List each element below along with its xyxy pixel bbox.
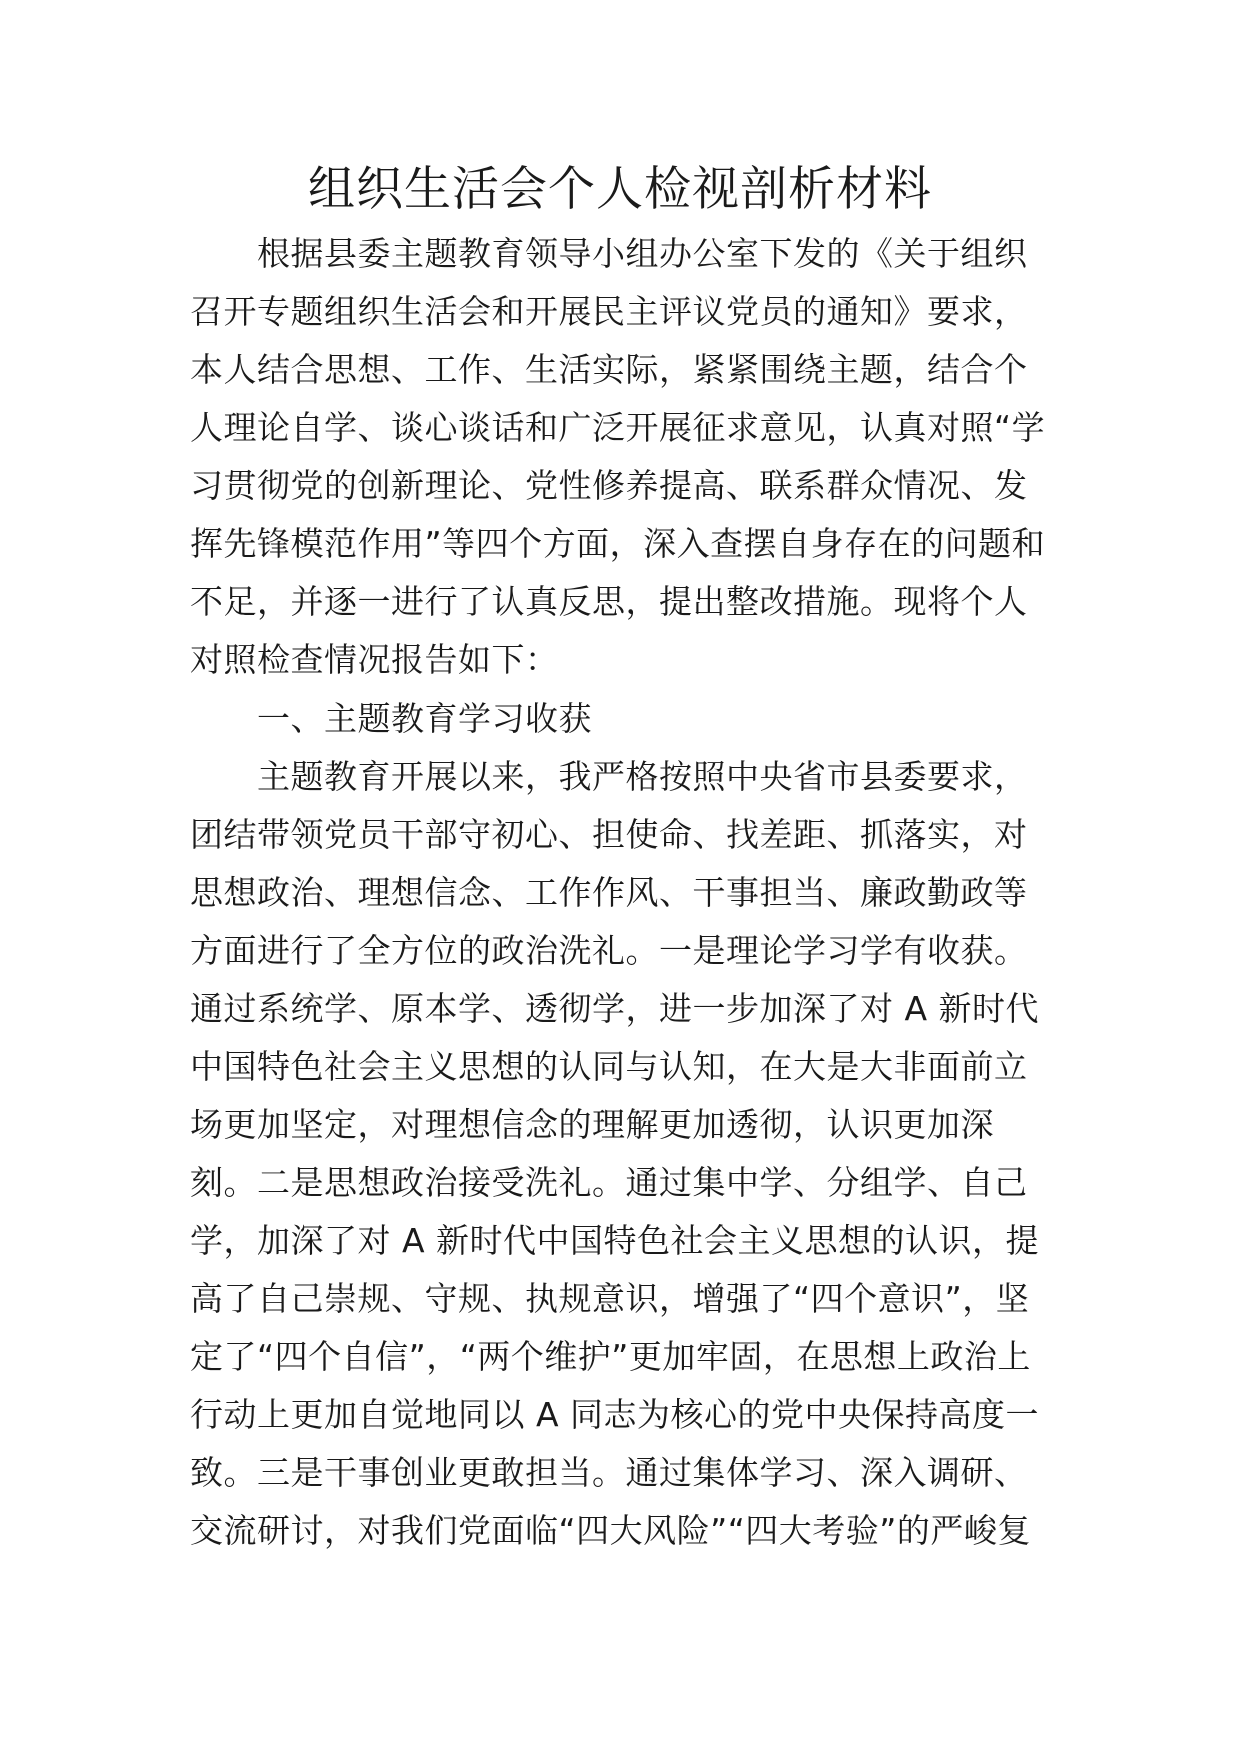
body-line: 团结带领党员干部守初心、担使命、找差距、抓落实，对	[190, 815, 1028, 854]
body-line: 行动上更加自觉地同以 A 同志为核心的党中央保持高度一	[190, 1395, 1040, 1434]
body-line: 场更加坚定，对理想信念的理解更加透彻，认识更加深	[190, 1105, 994, 1144]
body-line: 高了自己崇规、守规、执规意识，增强了“四个意识”，坚	[190, 1279, 1030, 1318]
body-line: 学，加深了对 A 新时代中国特色社会主义思想的认识，提	[190, 1221, 1040, 1260]
body-line: 思想政治、理想信念、工作作风、干事担当、廉政勤政等	[190, 873, 1028, 912]
document-title: 组织生活会个人检视剖析材料	[308, 162, 932, 217]
body-line: 挥先锋模范作用”等四个方面，深入查摆自身存在的问题和	[190, 524, 1046, 563]
body-line: 召开专题组织生活会和开展民主评议党员的通知》要求，	[190, 292, 1028, 331]
body-line: 通过系统学、原本学、透彻学，进一步加深了对 A 新时代	[190, 989, 1040, 1028]
body-line: 习贯彻党的创新理论、党性修养提高、联系群众情况、发	[190, 466, 1028, 505]
body-line: 方面进行了全方位的政治洗礼。一是理论学习学有收获。	[190, 931, 1028, 970]
body-line: 人理论自学、谈心谈话和广泛开展征求意见，认真对照“学	[190, 408, 1046, 447]
body-line: 不足，并逐一进行了认真反思，提出整改措施。现将个人	[190, 582, 1028, 621]
body-line: 根据县委主题教育领导小组办公室下发的《关于组织	[190, 234, 1028, 273]
section-heading: 一、主题教育学习收获	[190, 699, 592, 738]
body-line: 主题教育开展以来，我严格按照中央省市县委要求，	[190, 757, 1028, 796]
body-line: 对照检查情况报告如下：	[190, 640, 559, 679]
body-line: 致。三是干事创业更敢担当。通过集体学习、深入调研、	[190, 1453, 1028, 1492]
body-line: 交流研讨，对我们党面临“四大风险”“四大考验”的严峻复	[190, 1511, 1031, 1550]
body-line: 本人结合思想、工作、生活实际，紧紧围绕主题，结合个	[190, 350, 1028, 389]
body-line: 定了“四个自信”，“两个维护”更加牢固，在思想上政治上	[190, 1337, 1031, 1376]
body-line: 中国特色社会主义思想的认同与认知，在大是大非面前立	[190, 1047, 1028, 1086]
body-line: 刻。二是思想政治接受洗礼。通过集中学、分组学、自己	[190, 1163, 1028, 1202]
